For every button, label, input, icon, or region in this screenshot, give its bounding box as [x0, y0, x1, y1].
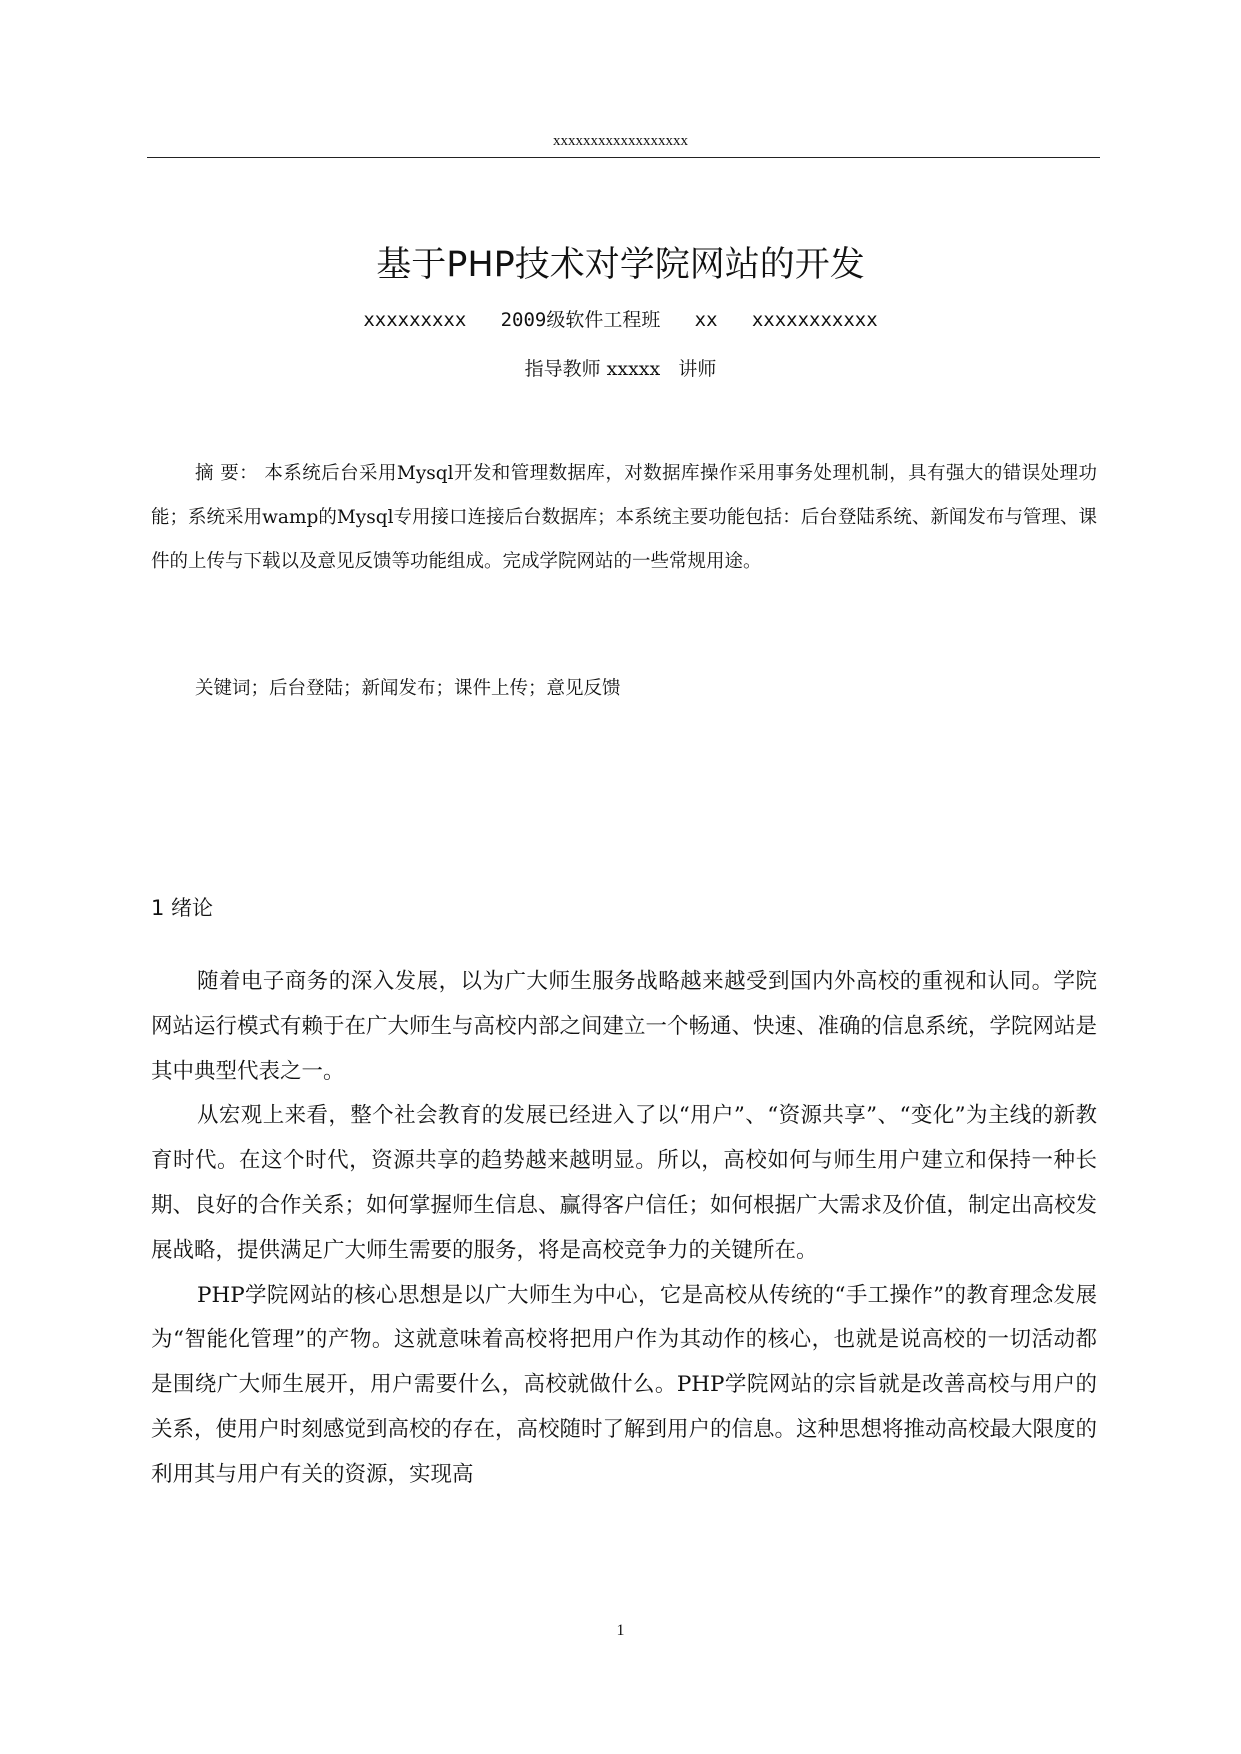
body-paragraph: 从宏观上来看，整个社会教育的发展已经进入了以“用户”、“资源共享”、“变化”为主线的新教育时代。在这个时代，资源共享的趋势越来越明显。所以，高校如何与师生用户建立和保持一种长期、良好的合作关系；如何掌握师生信息、赢得客户信任；如何根据广大需求及价值，制定出高校发展战略，提供满足广大师生需要的服务，将是高校竞争力的关键所在。 — [151, 1103, 1098, 1263]
abstract — [151, 452, 1097, 584]
header-rule — [147, 157, 1100, 158]
abstract-label: 摘 要： — [195, 463, 259, 484]
page-number: 1 — [616, 1622, 625, 1639]
body-paragraph: PHP学院网站的核心思想是以广大师生为中心，它是高校从传统的“手工操作”的教育理念发展为“智能化管理”的产物。这就意味着高校将把用户作为其动作的核心，也就是说高校的一切活动都是围绕广大师生展开，用户需要什么，高校就做什么。PHP学院网站的宗旨就是改善高校与用户的关系，使用户时刻感觉到高校的存在，高校随时了解到用户的信息。这种思想将推动高校最大限度的利用其与用户有关的资源，实现高 — [151, 1282, 1098, 1487]
advisor-line: 指导教师 xxxxx 讲师 — [524, 358, 717, 380]
author-line: xxxxxxxxx 2009级软件工程班 xx xxxxxxxxxxx — [363, 309, 878, 331]
keywords — [195, 669, 1095, 709]
keywords-label: 关键词； — [195, 678, 270, 699]
section-body — [151, 960, 1097, 1498]
abstract-text: 本系统后台采用Mysql开发和管理数据库，对数据库操作采用事务处理机制，具有强大的错误处理功能；系统采用wamp的Mysql专用接口连接后台数据库；本系统主要功能包括：后台登陆系统、新闻发布与管理、课件的上传与下载以及意见反馈等功能组成。完成学院网站的一些常规用途。 — [151, 463, 1097, 572]
keywords-text: 后台登陆；新闻发布；课件上传；意见反馈 — [269, 678, 621, 699]
running-header: xxxxxxxxxxxxxxxxxx — [553, 133, 688, 149]
document-title: 基于PHP技术对学院网站的开发 — [376, 245, 865, 285]
body-paragraph: 随着电子商务的深入发展，以为广大师生服务战略越来越受到国内外高校的重视和认同。学院网站运行模式有赖于在广大师生与高校内部之间建立一个畅通、快速、准确的信息系统，学院网站是其中典型代表之一。 — [151, 969, 1098, 1084]
section-heading: 1 绪论 — [151, 896, 214, 920]
